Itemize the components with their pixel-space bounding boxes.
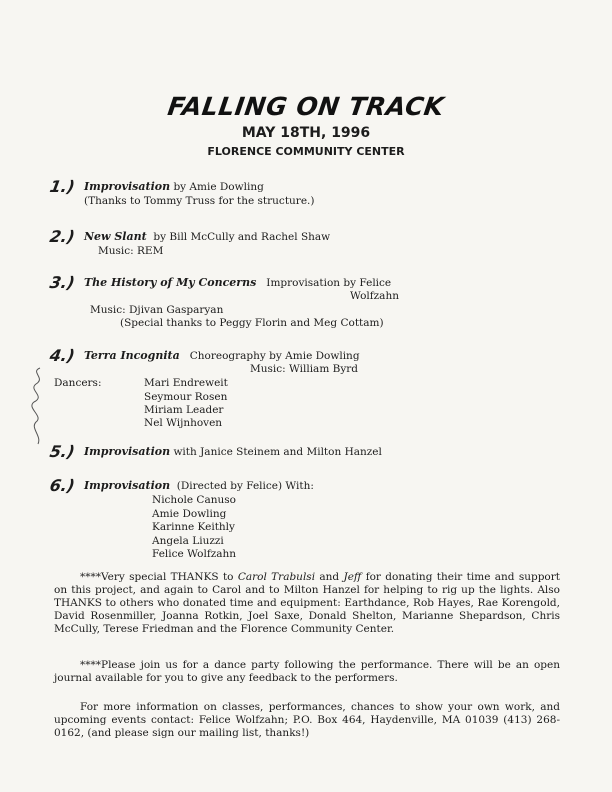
page-title: FALLING ON TRACK — [165, 92, 447, 121]
piece-number-3: 3.) — [48, 273, 77, 292]
piece-number-6: 6.) — [48, 476, 77, 495]
piece-4-dancer: Miriam Leader — [144, 404, 224, 416]
piece-3-title: The History of My Concerns — [84, 276, 257, 289]
piece-1-note: (Thanks to Tommy Truss for the structure.) — [84, 195, 315, 207]
piece-3-credit-cont: Wolfzahn — [350, 290, 399, 302]
piece-6-title: Improvisation — [84, 479, 171, 492]
piece-5-heading — [84, 445, 382, 458]
piece-1-title: Improvisation — [84, 180, 171, 193]
piece-4-dancer: Mari Endreweit — [144, 377, 228, 389]
piece-6-dancer: Angela Liuzzi — [152, 535, 224, 547]
handwritten-squiggle — [26, 366, 50, 446]
party-paragraph — [54, 659, 560, 685]
piece-4-dancer: Nel Wijnhoven — [144, 417, 223, 429]
piece-4-title: Terra Incognita — [84, 349, 180, 362]
piece-3-music: Music: Djivan Gasparyan — [90, 304, 224, 316]
thanks-and: and — [319, 571, 340, 583]
piece-number-4: 4.) — [48, 346, 77, 365]
event-date: MAY 18TH, 1996 — [241, 125, 371, 141]
piece-1-credit: by Amie Dowling — [173, 181, 264, 193]
party-text: ****Please join us for a dance party following the performance. There will be an open journal available for you to give any feedback to the performers. — [54, 659, 560, 684]
piece-4-music: Music: William Byrd — [250, 363, 358, 375]
piece-2-music: Music: REM — [98, 245, 164, 257]
piece-6-dancer: Amie Dowling — [152, 508, 227, 520]
event-venue: FLORENCE COMMUNITY CENTER — [207, 145, 405, 158]
thanks-prefix: ****Very special THANKS to — [80, 571, 234, 583]
piece-4-credit: Choreography by Amie Dowling — [189, 350, 360, 362]
piece-3-note: (Special thanks to Peggy Florin and Meg Cottam) — [120, 317, 384, 329]
thanks-rest: for donating their time and support on this project, and again to Carol and to Milton Hanzel for helping to rig up the lights. Also THANKS to others who donated time and equipment: Earthdance, Rob Hayes, Rae Korengold, David Rosenmiller, Joanna Rotkin, Joel Saxe, Donald Shelton, Marianne Shepardson, Chris McCully, Terese Friedman and the Florence Community Center. — [54, 571, 560, 635]
piece-number-1: 1.) — [48, 177, 77, 196]
piece-6-dancer: Felice Wolfzahn — [152, 548, 237, 560]
piece-number-2: 2.) — [48, 227, 77, 246]
piece-4-heading — [84, 349, 360, 362]
piece-6-dancer: Nichole Canuso — [152, 494, 236, 506]
thanks-name-carol: Carol Trabulsi — [237, 571, 316, 583]
piece-6-dancer: Karinne Keithly — [152, 521, 235, 533]
piece-5-title: Improvisation — [84, 445, 171, 458]
piece-6-credit: (Directed by Felice) With: — [176, 480, 314, 492]
contact-text: For more information on classes, performances, chances to show your own work, and upcoming events contact: Felice Wolfzahn; P.O. Box 464, Haydenville, MA 01039 (413) 268-0162, (and please sign our mailing list, thanks!) — [54, 701, 560, 739]
thanks-paragraph — [54, 571, 560, 636]
piece-number-5: 5.) — [48, 442, 77, 461]
piece-5-credit: with Janice Steinem and Milton Hanzel — [173, 446, 382, 458]
piece-4-dancers-label: Dancers: — [54, 377, 102, 389]
contact-paragraph — [54, 701, 560, 740]
piece-2-title: New Slant — [84, 230, 147, 243]
piece-1-heading — [84, 180, 264, 193]
piece-4-dancer: Seymour Rosen — [144, 391, 228, 403]
thanks-name-jeff: Jeff — [343, 571, 362, 583]
piece-3-credit: Improvisation by Felice — [266, 277, 392, 289]
piece-2-credit: by Bill McCully and Rachel Shaw — [153, 231, 331, 243]
piece-3-heading — [84, 276, 391, 289]
piece-6-heading — [84, 479, 314, 492]
piece-2-heading — [84, 230, 330, 243]
